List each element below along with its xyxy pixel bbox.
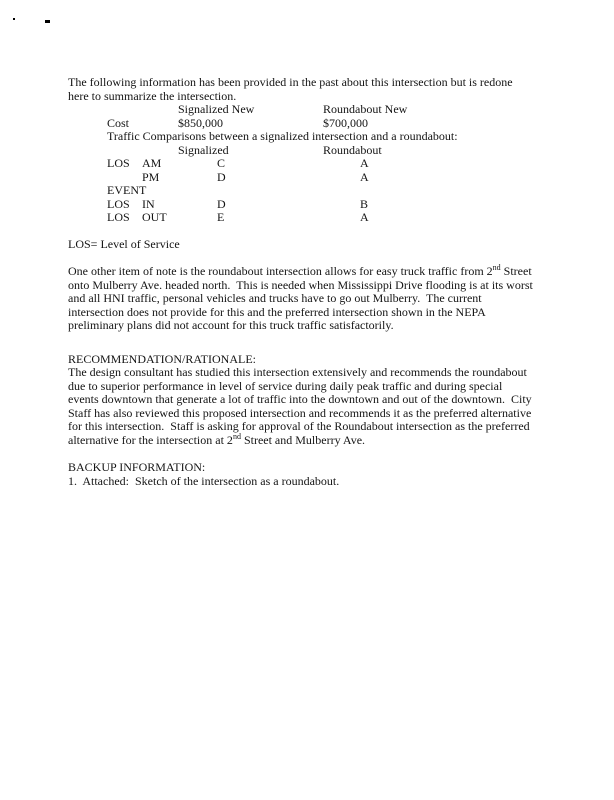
note-paragraph-line <box>68 292 563 306</box>
cost-table-header-row <box>68 103 563 117</box>
scan-artifact-dot <box>13 18 15 20</box>
row-signalized: E <box>217 210 225 224</box>
row-group: EVENT <box>107 183 147 197</box>
line-text: The design consultant has studied this intersection extensively and recommends the roundabout <box>68 365 527 379</box>
row-signalized: D <box>217 169 226 184</box>
recommendation-line <box>68 420 563 434</box>
line-text: One other item of note is the roundabout intersection allows for easy truck traffic from 2 <box>68 264 493 278</box>
row-roundabout: B <box>360 196 369 211</box>
row-roundabout: A <box>360 156 369 170</box>
spacer <box>68 252 563 266</box>
ordinal-superscript: nd <box>232 431 241 441</box>
line-text: and all HNI traffic, personal vehicles and trucks have to go out Mulberry. The current <box>68 291 482 305</box>
row-signalized: C <box>217 156 226 170</box>
ordinal-superscript: nd <box>492 263 501 272</box>
traffic-table-caption: Traffic Comparisons between a signalized intersection and a roundabout: <box>107 129 458 143</box>
cost-header-signalized: Signalized New <box>178 102 255 116</box>
backup-heading: BACKUP INFORMATION: <box>68 460 206 474</box>
cost-signalized-value: $850,000 <box>178 115 223 130</box>
traffic-table-caption-row <box>68 130 563 144</box>
cost-row-label: Cost <box>107 115 130 130</box>
table-row <box>68 184 563 198</box>
line-text: alternative for the intersection at 2 <box>68 432 233 447</box>
note-paragraph-line <box>68 279 563 293</box>
note-paragraph-line <box>68 306 563 320</box>
recommendation-heading: RECOMMENDATION/RATIONALE: <box>68 351 256 366</box>
document-body <box>68 76 563 488</box>
row-roundabout: A <box>360 169 369 184</box>
cost-table-row <box>68 117 563 131</box>
row-group: LOS <box>107 156 130 170</box>
recommendation-line <box>68 393 563 407</box>
line-text: Street and Mulberry Ave. <box>240 432 366 447</box>
spacer <box>68 333 563 353</box>
table-row <box>68 211 563 225</box>
row-signalized: D <box>217 196 226 211</box>
backup-item: 1. Attached: Sketch of the intersection as a roundabout. <box>68 473 340 488</box>
row-period: AM <box>142 156 162 170</box>
table-row <box>68 198 563 212</box>
intro-line: here to summarize the intersection. <box>68 88 237 103</box>
spacer <box>68 225 563 239</box>
line-text: events downtown that generate a lot of traffic into the downtown and out of the downtown. City <box>68 392 532 406</box>
intro-line: The following information has been provided in the past about this intersection but is redone <box>68 75 513 89</box>
spacer <box>68 447 563 461</box>
line-text: intersection does not provide for this and the preferred intersection shown in the NEPA <box>68 304 486 319</box>
line-text: Staff has also reviewed this proposed intersection and recommends it as the preferred alternative <box>68 405 532 420</box>
traffic-header-roundabout: Roundabout <box>323 142 382 157</box>
row-roundabout: A <box>360 210 369 224</box>
note-paragraph-line <box>68 319 563 333</box>
table-row <box>68 171 563 185</box>
row-group: LOS <box>107 196 130 211</box>
row-period: IN <box>142 196 155 211</box>
recommendation-line <box>68 380 563 394</box>
row-group: LOS <box>107 210 130 224</box>
table-row <box>68 157 563 171</box>
cost-roundabout-value: $700,000 <box>323 115 368 130</box>
recommendation-line <box>68 431 563 448</box>
traffic-table-header-row <box>68 144 563 158</box>
recommendation-line <box>68 407 563 421</box>
recommendation-line <box>68 366 563 380</box>
row-period: PM <box>142 169 160 184</box>
note-paragraph-line <box>68 265 563 279</box>
row-period: OUT <box>142 210 167 224</box>
line-text: onto Mulberry Ave. headed north. This is needed when Mississippi Drive flooding is at its worst <box>68 277 533 292</box>
line-text: Street <box>500 264 532 278</box>
line-text: preliminary plans did not account for this truck traffic satisfactorily. <box>68 318 394 332</box>
los-legend: LOS= Level of Service <box>68 237 180 251</box>
scan-artifact-mark <box>45 20 50 23</box>
line-text: for this intersection. Staff is asking for approval of the Roundabout intersection as the preferred <box>68 419 530 433</box>
traffic-header-signalized: Signalized <box>178 142 229 157</box>
line-text: due to superior performance in level of service during daily peak traffic and during special <box>68 378 503 393</box>
cost-header-roundabout: Roundabout New <box>323 102 408 116</box>
